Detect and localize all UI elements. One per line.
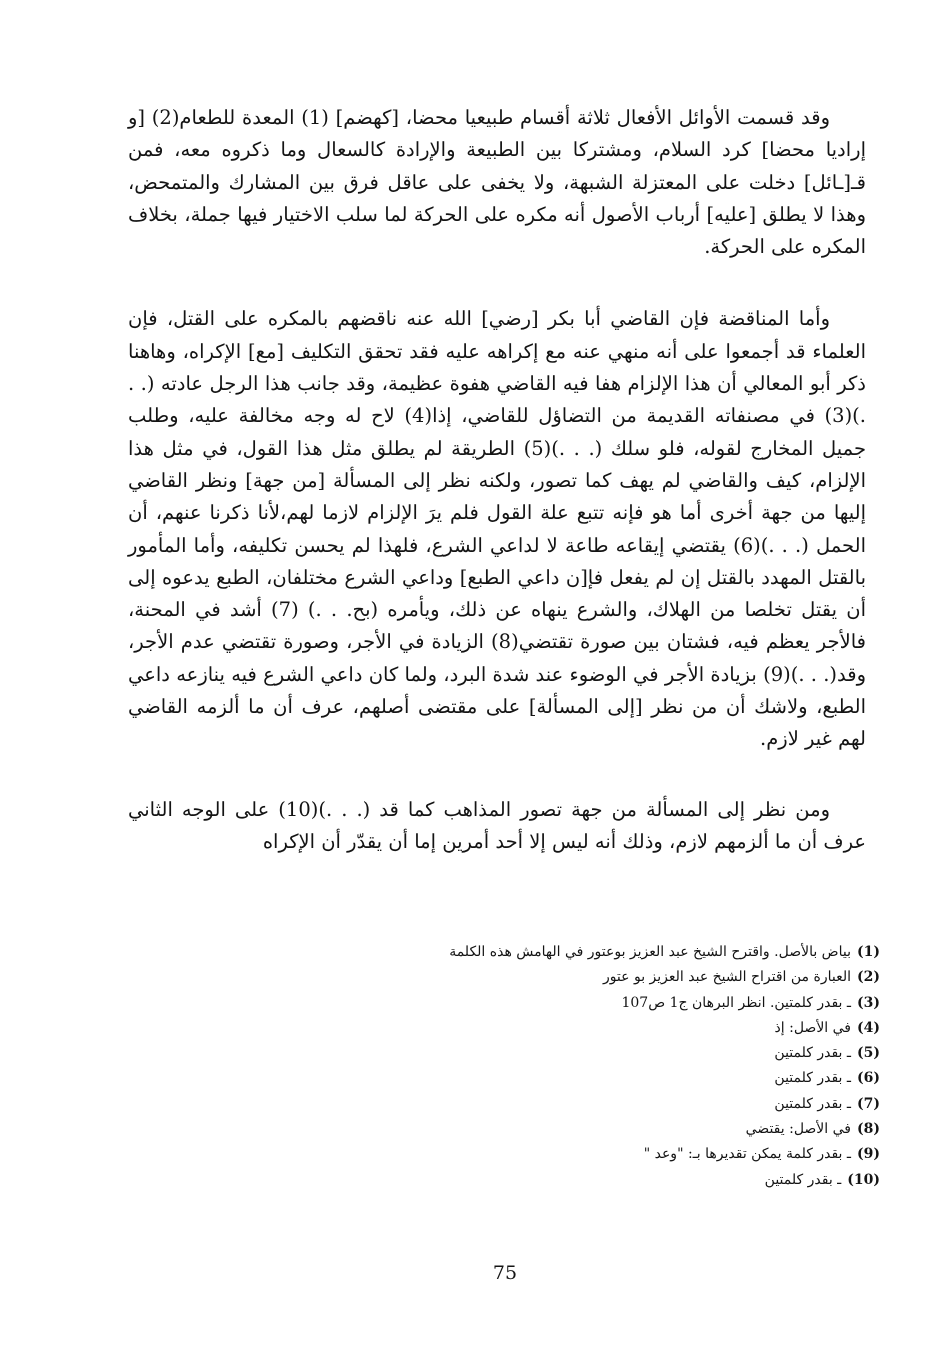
paragraph-gap bbox=[128, 756, 866, 794]
footnote-text: ـ بقدر كلمتين bbox=[774, 1045, 851, 1062]
footnote-number: (1) bbox=[857, 944, 880, 960]
footnote-text: ـ بقدر كلمتين bbox=[774, 1095, 851, 1112]
paragraph-2: وأما المناقضة فإن القاضي أبا بكر [رضي] الله عنه ناقضهم بالمكره على القتل، فإن العلماء قد أجمعوا على أنه منهي عنه مع إكراهه عليه فقد تحقق التكليف [مع] الإكراه، وهاهنا ذكر أبو المعالي أن هذا الإلزام هفا فيه القاضي هفوة عظيمة، وقد جانب هذا الرجل عادته (. . .)(3) في مصنفاته القديمة من التضاؤل للقاضي، إذا(4) لاح له وجه مخالفة عليه، وطلب جميل المخارج لقوله، فلو سلك (. . .)(5) الطريقة لم يطلق مثل هذا القول، في مثل هذا الإلزام، كيف والقاضي لم يهف كما تصور، ولكنه نظر إلى المسألة [من جهة] ونظر القاضي إليها من جهة أخرى أما هو فإنه تتبع علة القول فلم يرَ الإلزام لازما لهم،لأنا ذكرنا عنهم، أن الحمل (. . .)(6) يقتضي إيقاعه طاعة لا لداعي الشرع، فلهذا لم يحسن تكليفه، وأما المأمور بالقتل المهدد بالقتل إن لم يفعل فإ[ن داعي الطبع] وداعي الشرع مختلفان، الطبع يدعوه إلى أن يقتل تخلصا من الهلاك، والشرع ينهاه عن ذلك، ويأمره (بح. . .) (7) أشد في المحنة، فالأجر يعظم فيه، فشتان بين صورة تقتضي(8) الزيادة في الأجر، وصورة تقتضي عدم الأجر، وقد(. . .)(9) بزيادة الأجر في الوضوء عند شدة البرد، ولما كان داعي الشرع فيه ينازعه داعي الطبع، ولاشك أن من نظر [إلى المسألة] على مقتضى أصلهم، عرف أن ما ألزمه القاضي لهم غير لازم. bbox=[128, 307, 867, 751]
main-text bbox=[128, 102, 866, 858]
footnote-text: العبارة من اقتراح الشيخ عبد العزيز بو عتور bbox=[602, 969, 851, 986]
footnote-text: ـ بقدر كلمتين bbox=[764, 1171, 842, 1188]
footnote-number: (3) bbox=[857, 994, 880, 1011]
paragraph-1: وقد قسمت الأوائل الأفعال ثلاثة أقسام طبيعيا محضا، [كهضم] (1) المعدة للطعام(2) [و إراديا محضا] كرد السلام، ومشتركا بين الطبيعة والإرادة كالسعال وما ذكروه معه، فمن قـ[ـائل] دخلت على المعتزلة الشبهة، ولا يخفى على عاقل فرق بين المشارك والمتمحض، وهذا لا يطلق [عليه] أرباب الأصول أنه مكره على الحركة لما سلب الاختيار فيها جملة، بخلاف المكره على الحركة. bbox=[128, 106, 866, 259]
footnote-text: ـ بقدر كلمتين bbox=[774, 1070, 851, 1087]
footnote bbox=[320, 1016, 880, 1041]
footnote bbox=[320, 991, 880, 1016]
footnote-number: (2) bbox=[857, 969, 880, 986]
footnote-number: (7) bbox=[857, 1095, 880, 1112]
footnote bbox=[320, 1142, 880, 1167]
paragraph-3: ومن نظر إلى المسألة من جهة تصور المذاهب كما قد (. . .)(10) على الوجه الثاني عرف أن ما ألزمهم لازم، وذلك أنه ليس إلا أحد أمرين إما أن يقدّر أن الإكراه bbox=[128, 797, 866, 853]
footnote-number: (4) bbox=[857, 1019, 880, 1036]
footnote bbox=[320, 1168, 880, 1193]
footnote-text: ـ بقدر كلمة يمكن تقديرها بـ: "وعد " bbox=[643, 1146, 851, 1163]
footnote-number: (8) bbox=[857, 1121, 880, 1138]
footnote-text: ـ بقدر كلمتين. انظر البرهان ج1 ص107 bbox=[621, 994, 851, 1011]
footnote bbox=[320, 1066, 880, 1091]
footnote-number: (10) bbox=[847, 1171, 880, 1188]
footnote-text: في الأصل: يقتضي bbox=[745, 1121, 851, 1138]
footnote-text: في الأصل: إذ bbox=[774, 1019, 851, 1036]
footnote bbox=[320, 1092, 880, 1117]
paragraph-gap bbox=[128, 263, 866, 303]
footnote bbox=[320, 965, 880, 990]
footnote bbox=[320, 1117, 880, 1142]
footnote-number: (9) bbox=[857, 1146, 880, 1163]
footnote bbox=[320, 1041, 880, 1066]
footnote-number: (6) bbox=[857, 1070, 880, 1087]
footnote-text: بياض بالأصل. واقترح الشيخ عبد العزيز بوعتور في الهامش هذه الكلمة bbox=[449, 944, 851, 960]
footnote-number: (5) bbox=[857, 1045, 880, 1062]
footnotes bbox=[320, 940, 880, 1193]
footnote bbox=[320, 940, 880, 965]
page-number: 75 bbox=[492, 1262, 518, 1284]
